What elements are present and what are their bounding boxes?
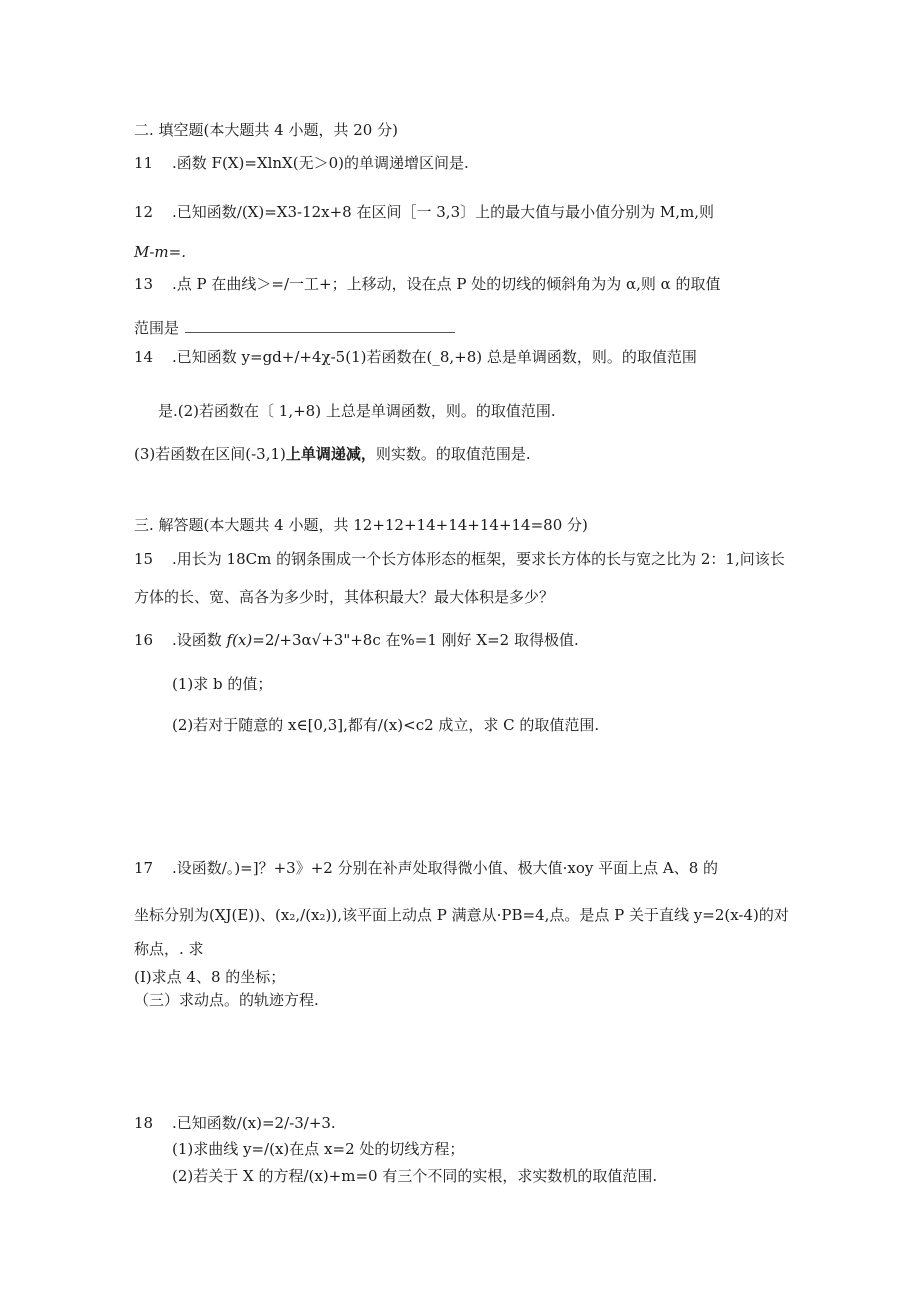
question-text: .已知函数/(X)=X3-12x+8 在区间［一 3,3〕上的最大值与最小值分别为 M,m,则 [172,203,715,221]
question-text-a: .设函数 [172,631,227,649]
question-14-part-3 [134,444,531,464]
question-16-part-1: (1)求 b 的值； [172,675,273,693]
question-18 [134,1113,336,1133]
question-text: .设函数/。)=]？+3》+2 分别在补声处取得微小值、极大值·xoy 平面上点 A、8 的 [172,859,719,877]
question-14-part-2: 是.(2)若函数在〔 1,+8) 上总是单调函数，则。的取值范围. [158,402,556,420]
question-text: .已知函数 y=gd+/+4χ-5(1)若函数在(_8,+8) 总是单调函数，则。的取值范围 [172,348,697,366]
question-13 [134,274,721,294]
question-number: 13 [134,275,154,293]
question-13-continuation [134,318,455,338]
question-number: 17 [134,859,154,877]
question-15 [134,549,785,569]
function-notation: f(x) [226,631,253,649]
part-3-text-bold: 上单调递减， [285,445,376,463]
question-text: .函数 F(X)=XlnX(无＞0)的单调递增区间是. [172,154,469,172]
question-12 [134,202,714,222]
part-3-text-a: (3)若函数在区间(-3,1) [134,445,286,463]
question-18-part-2: (2)若关于 X 的方程/(x)+m=0 有三个不同的实根，求实数机的取值范围. [172,1167,658,1185]
question-17-continuation-1: 坐标分别为(XJ(E))、(x₂,/(x₂)),该平面上动点 P 满意从·PB=4,点。是点 P 关于直线 y=2(x-4)的对 [134,906,789,924]
question-number: 11 [134,154,154,172]
question-16 [134,630,579,650]
section-3-heading: 三. 解答题(本大题共 4 小题，共 12+12+14+14+14+14=80 分) [134,516,588,534]
question-17-part-2: （三）求动点。的轨迹方程. [134,991,319,1009]
section-2-heading: 二. 填空题(本大题共 4 小题，共 20 分) [134,121,398,139]
answer-blank [185,318,455,333]
question-number: 12 [134,203,154,221]
question-text: .点 P 在曲线＞=/一工+；上移动，设在点 P 处的切线的倾斜角为为 α,则 α 的取值 [172,275,721,293]
question-number: 14 [134,348,154,366]
question-18-part-1: (1)求曲线 y=/(x)在点 x=2 处的切线方程； [172,1140,465,1158]
question-14 [134,347,697,367]
question-text: .用长为 18Cm 的钢条围成一个长方体形态的框架，要求长方体的长与宽之比为 2：1,问该长 [172,550,785,568]
question-17 [134,858,718,878]
question-number: 15 [134,550,154,568]
question-17-continuation-2: 称点，. 求 [134,940,204,958]
part-3-text-c: 则实数。的取值范围是. [375,445,531,463]
question-17-part-1: (I)求点 4、8 的坐标； [134,968,286,986]
question-number: 16 [134,631,154,649]
question-15-continuation: 方体的长、宽、高各为多少时，其体积最大？最大体积是多少？ [134,588,555,606]
question-text: .已知函数/(x)=2/-3/+3. [172,1114,336,1132]
question-12-continuation: M-m=. [134,243,186,261]
question-16-part-2: (2)若对于随意的 x∈[0,3],都有/(x)<c2 成立，求 C 的取值范围. [172,716,600,734]
question-number: 18 [134,1114,154,1132]
question-text-b: =2/+3α√+3"+8c 在%=1 刚好 X=2 取得极值. [252,631,579,649]
question-11 [134,153,469,173]
answer-label: 范围是 [134,319,180,337]
